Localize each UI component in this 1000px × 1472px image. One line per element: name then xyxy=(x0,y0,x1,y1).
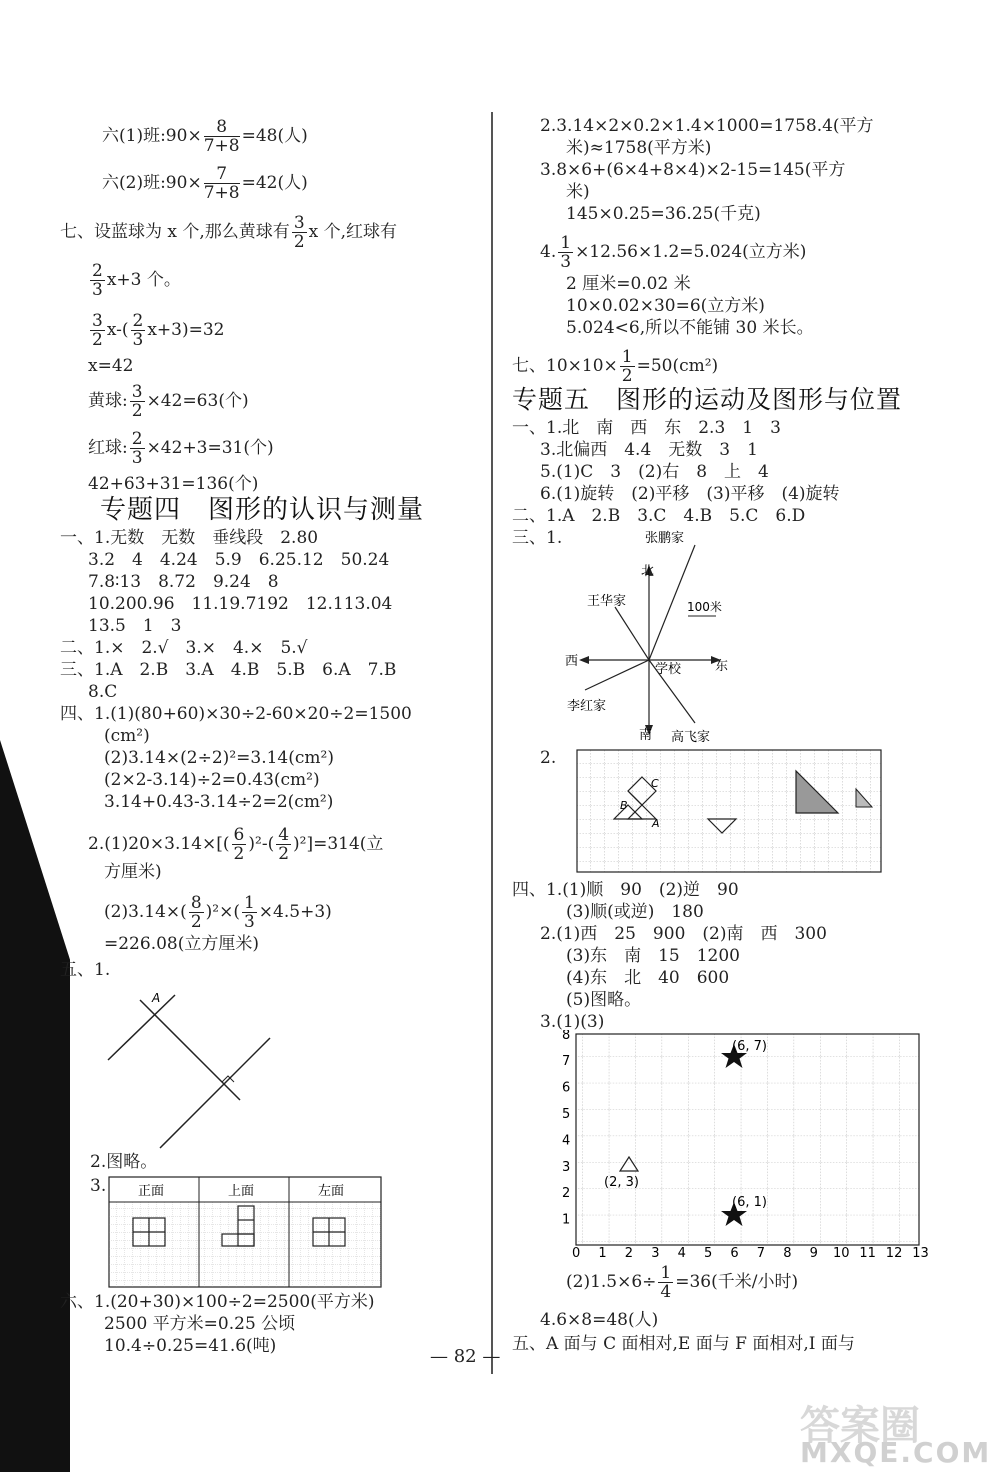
x-tick-label: 11 xyxy=(859,1246,876,1258)
answer-line: (2)3.14×(2÷2)²=3.14(cm²) xyxy=(104,748,334,768)
coordinate-grid xyxy=(556,1030,936,1258)
answer-line: 五、1. xyxy=(60,960,111,980)
answer-line: 145×0.25=36.25(千克) xyxy=(566,204,761,224)
x-tick-label: 10 xyxy=(833,1246,850,1258)
answer-line: 四、1.(1)顺 90 (2)逆 90 xyxy=(512,880,739,900)
answer-line: 10×0.02×30=6(立方米) xyxy=(566,296,765,316)
section-title: 专题四 图形的认识与测量 xyxy=(100,495,425,525)
section-title: 专题五 图形的运动及图形与位置 xyxy=(512,385,903,414)
answer-line: 6.(1)旋转 (2)平移 (3)平移 (4)旋转 xyxy=(540,484,840,504)
answer-line: 一、1.无数 无数 垂线段 2.80 xyxy=(60,528,319,548)
answer-line: 三、1. xyxy=(512,528,563,548)
map-label-west: 西 xyxy=(565,654,579,669)
view-label-top: 上面 xyxy=(228,1184,255,1199)
answer-line: 六(1)班:90× $\frac{8}{7+8}$ =48(人) xyxy=(102,117,308,156)
answer-line: 六(2)班:90× $\frac{7}{7+8}$ =42(人) xyxy=(102,164,308,203)
answer-line: 黄球: $\frac{3}{2}$ ×42=63(个) xyxy=(88,382,249,421)
coord-label-p2: (2, 3) xyxy=(604,1175,639,1190)
grid-label-c: C xyxy=(651,777,659,790)
answer-line: 四、1.(1)(80+60)×30÷2-60×20÷2=1500 xyxy=(60,704,412,724)
answer-line: 3.14+0.43-3.14÷2=2(cm²) xyxy=(104,792,334,812)
x-tick-label: 9 xyxy=(809,1246,818,1258)
page-number: — 82 — xyxy=(430,1346,501,1367)
answer-line: 3.(1)(3) xyxy=(540,1012,605,1032)
answer-line: 七、10×10× $\frac{1}{2}$ =50(cm²) xyxy=(512,347,719,386)
answer-line: 2.(1)西 25 900 (2)南 西 300 xyxy=(540,924,827,944)
x-tick-label: 3 xyxy=(651,1246,660,1258)
answer-line: 8.C xyxy=(88,682,118,702)
answer-line: (3)顺(或逆) 180 xyxy=(566,902,704,922)
view-label-front: 正面 xyxy=(138,1184,165,1199)
answer-line: 五、A 面与 C 面相对,E 面与 F 面相对,I 面与 xyxy=(512,1334,855,1354)
answer-line: 2 厘米=0.02 米 xyxy=(566,274,691,294)
y-tick-label: 7 xyxy=(562,1054,571,1070)
answer-line: 七、设蓝球为 x 个,那么黄球有 $\frac{3}{2}$ x 个,红球有 xyxy=(60,213,398,252)
answer-line: 三、1.A 2.B 3.A 4.B 5.B 6.A 7.B xyxy=(60,660,397,680)
coord-label-p1: (6, 7) xyxy=(732,1039,767,1054)
map-label-north: 北 xyxy=(641,564,655,579)
x-tick-label: 7 xyxy=(756,1246,766,1258)
answer-line: 2.(1)20×3.14×[( $\frac{6}{2}$ )²-( $\frac{4}{2}$ )²]=314(立 xyxy=(88,825,384,864)
map-label-south: 南 xyxy=(639,728,653,743)
answer-line: 米)≈1758(平方米) xyxy=(566,138,712,158)
x-tick-label: 5 xyxy=(704,1246,713,1258)
y-tick-label: 4 xyxy=(562,1133,571,1149)
view-label-left: 左面 xyxy=(318,1184,345,1199)
y-tick-label: 1 xyxy=(562,1212,571,1228)
answer-line: 5.024<6,所以不能铺 30 米长。 xyxy=(566,318,814,338)
three-views-table xyxy=(108,1176,384,1290)
answer-line: 二、1.× 2.√ 3.× 4.× 5.√ xyxy=(60,638,308,658)
answer-line: 六、1.(20+30)×100÷2=2500(平方米) xyxy=(60,1292,375,1312)
y-tick-label: 2 xyxy=(562,1186,571,1202)
answer-line: 5.(1)C 3 (2)右 8 上 4 xyxy=(540,462,769,482)
watermark-url: MXQE.COM xyxy=(800,1436,992,1469)
answer-line: 3.北偏西 4.4 无数 3 1 xyxy=(540,440,758,460)
answer-line: 13.5 1 3 xyxy=(88,616,182,636)
x-tick-label: 8 xyxy=(783,1246,792,1258)
x-tick-label: 0 xyxy=(572,1246,581,1258)
answer-line: 10.200.96 11.19.7192 12.113.04 xyxy=(88,594,393,614)
x-tick-label: 2 xyxy=(624,1246,634,1258)
answer-line: 3. xyxy=(90,1176,107,1196)
grid-label-a: A xyxy=(652,817,660,830)
answer-line: 4.6×8=48(人) xyxy=(540,1310,659,1330)
map-label-zhang: 张鹏家 xyxy=(645,531,685,546)
answer-line: 红球: $\frac{2}{3}$ ×42+3=31(个) xyxy=(88,429,274,468)
answer-line: 一、1.北 南 西 东 2.3 1 3 xyxy=(512,418,781,438)
answer-line: 2.3.14×2×0.2×1.4×1000=1758.4(平方 xyxy=(540,116,874,136)
point-label: A xyxy=(152,991,161,1005)
map-label-gao: 高飞家 xyxy=(671,730,711,745)
answer-line: 2.图略。 xyxy=(90,1152,158,1172)
map-label-school: 学校 xyxy=(655,662,682,677)
map-label-li: 李红家 xyxy=(567,699,607,714)
answer-line: 米) xyxy=(566,182,590,202)
y-tick-label: 6 xyxy=(562,1080,571,1096)
answer-line: (2)3.14×( $\frac{8}{2}$ )²×( $\frac{1}{3}$ ×4.5+3) xyxy=(104,893,332,932)
answer-line: 3.8×6+(6×4+8×4)×2-15=145(平方 xyxy=(540,160,846,180)
map-label-east: 东 xyxy=(715,659,729,674)
x-tick-label: 6 xyxy=(730,1246,739,1258)
answer-line: =226.08(立方厘米) xyxy=(104,934,259,954)
answer-line: 4. $\frac{1}{3}$ ×12.56×1.2=5.024(立方米) xyxy=(540,233,807,272)
answer-line: $\frac{3}{2}$ x-( $\frac{2}{3}$ x+3)=32 xyxy=(92,311,225,350)
map-label-wang: 王华家 xyxy=(587,594,627,609)
answer-line: (cm²) xyxy=(104,726,150,746)
answer-line: 2. xyxy=(540,748,557,768)
x-tick-label: 4 xyxy=(677,1246,686,1258)
x-tick-label: 12 xyxy=(885,1246,903,1258)
answer-line: 二、1.A 2.B 3.C 4.B 5.C 6.D xyxy=(512,506,806,526)
transformation-grid xyxy=(576,749,884,875)
answer-line: $\frac{2}{3}$ x+3 个。 xyxy=(92,261,181,300)
x-tick-label: 1 xyxy=(598,1246,607,1258)
answer-line: 7.8∶13 8.72 9.24 8 xyxy=(88,572,279,592)
x-tick-label: 13 xyxy=(912,1246,929,1258)
answer-line: (2)1.5×6÷ $\frac{1}{4}$ =36(千米/小时) xyxy=(566,1263,799,1302)
answer-line: 10.4÷0.25=41.6(吨) xyxy=(104,1336,277,1356)
y-tick-label: 3 xyxy=(562,1159,571,1175)
coord-label-p3: (6, 1) xyxy=(732,1195,767,1210)
perpendicular-lines-figure xyxy=(100,980,290,1155)
map-scale-label: 100米 xyxy=(687,600,722,614)
answer-line: (4)东 北 40 600 xyxy=(566,968,730,988)
direction-map xyxy=(555,525,755,747)
answer-line: 2500 平方米=0.25 公顷 xyxy=(104,1314,296,1334)
column-divider xyxy=(491,112,493,1374)
answer-line: (2×2-3.14)÷2=0.43(cm²) xyxy=(104,770,320,790)
answer-line: 方厘米) xyxy=(104,862,162,882)
answer-line: x=42 xyxy=(88,356,134,376)
grid-label-b: B xyxy=(620,799,628,812)
answer-line: 42+63+31=136(个) xyxy=(88,474,259,494)
scan-shadow xyxy=(0,740,70,1472)
y-tick-label: 5 xyxy=(562,1107,571,1122)
y-tick-label: 8 xyxy=(562,1030,571,1043)
answer-line: 3.2 4 4.24 5.9 6.25.12 50.24 xyxy=(88,550,390,570)
answer-line: (3)东 南 15 1200 xyxy=(566,946,740,966)
answer-line: (5)图略。 xyxy=(566,990,642,1010)
watermark-logo: 答案圈 xyxy=(800,1403,920,1449)
